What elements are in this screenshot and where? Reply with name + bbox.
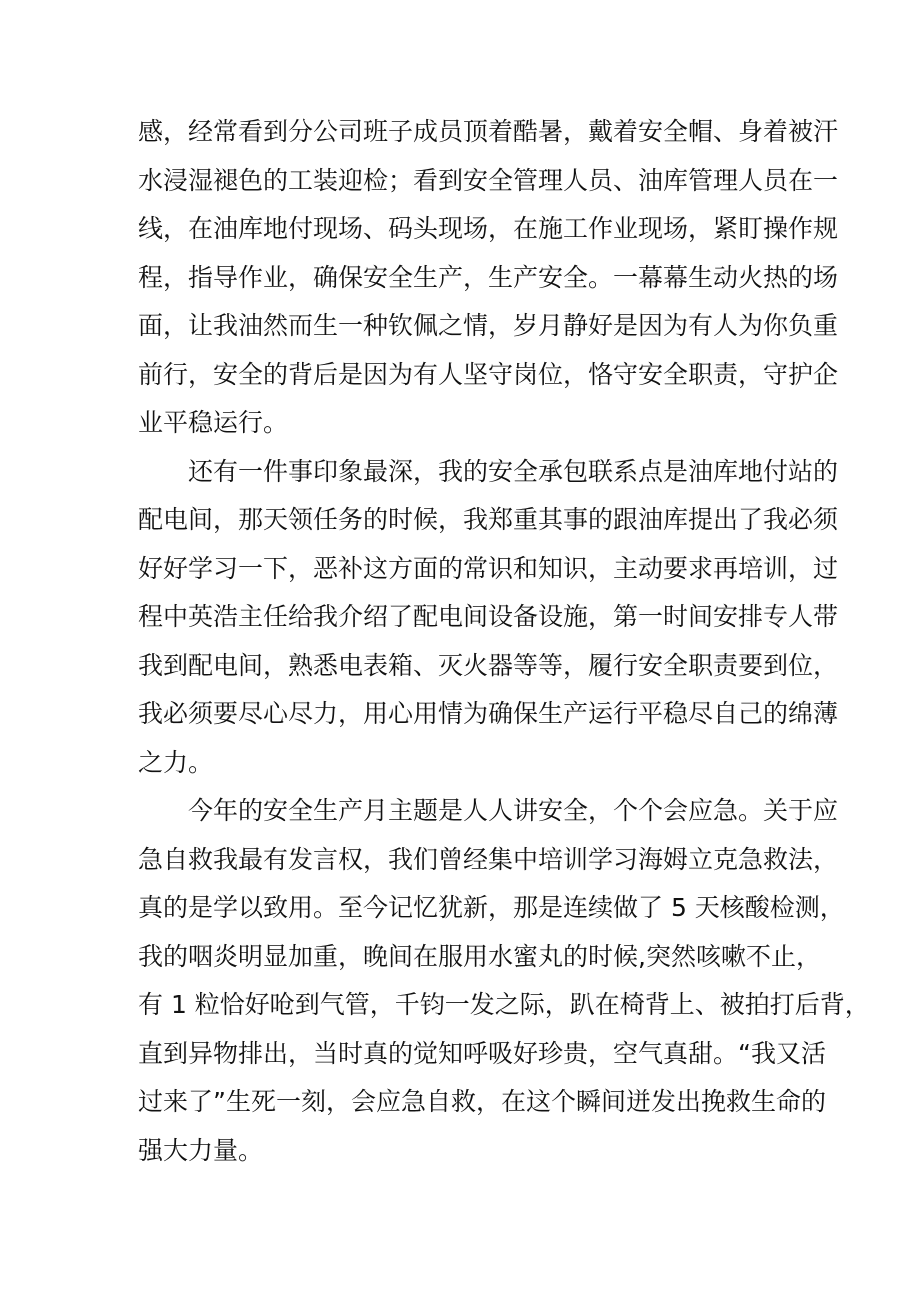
text-line: 线，在油库地付现场、码头现场，在施工作业现场，紧盯操作规 [138,214,839,243]
text-line: 强大力量。 [138,1135,264,1165]
paragraph-2 [138,448,839,788]
text-line: 我到配电间，熟悉电表箱、灭火器等等，履行安全职责要到位， [138,650,839,680]
text-line-indented: 今年的安全生产月主题是人人讲安全，个个会应急。关于应 [188,796,839,825]
text-line: 面，让我油然而生一种钦佩之情，岁月静好是因为有人为你负重 [138,311,839,340]
text-line-indented: 还有一件事印象最深，我的安全承包联系点是油库地付站的 [188,456,839,486]
text-line: 前行，安全的背后是因为有人坚守岗位，恪守安全职责，守护企 [138,359,839,389]
text-line: 过来了”生死一刻，会应急自救，在这个瞬间迸发出挽救生命的 [138,1087,826,1116]
text-line: 我必须要尽心尽力，用心用情为确保生产运行平稳尽自己的绵薄 [138,699,839,728]
text-line: 直到异物排出，当时真的觉知呼吸好珍贵，空气真甜。“我又活 [138,1038,826,1068]
text-line: 业平稳运行。 [138,408,289,437]
text-line: 急自救我最有发言权，我们曾经集中培训学习海姆立克急救法， [138,844,839,874]
paragraph-3 [138,787,870,1175]
document-body [138,108,870,1175]
paragraph-1 [138,108,839,448]
text-line: 之力。 [138,747,214,777]
text-line: 感，经常看到分公司班子成员顶着酷暑，戴着安全帽、身着被汗 [138,117,839,146]
text-line: 好好学习一下，恶补这方面的常识和知识，主动要求再培训，过 [138,553,839,583]
text-line: 程中英浩主任给我介绍了配电间设备设施，第一时间安排专人带 [138,602,839,631]
text-line: 我的咽炎明显加重，晚间在服用水蜜丸的时候,突然咳嗽不止， [138,941,821,971]
text-line: 有 1 粒恰好呛到气管，千钧一发之际，趴在椅背上、被拍打后背， [138,990,870,1019]
text-line: 程，指导作业，确保安全生产，生产安全。一幕幕生动火热的场 [138,262,839,292]
text-line: 真的是学以致用。至今记忆犹新，那是连续做了 5 天核酸检测， [138,893,845,922]
text-line: 配电间，那天领任务的时候，我郑重其事的跟油库提出了我必须 [138,505,839,534]
text-line: 水浸湿褪色的工装迎检；看到安全管理人员、油库管理人员在一 [138,165,839,195]
